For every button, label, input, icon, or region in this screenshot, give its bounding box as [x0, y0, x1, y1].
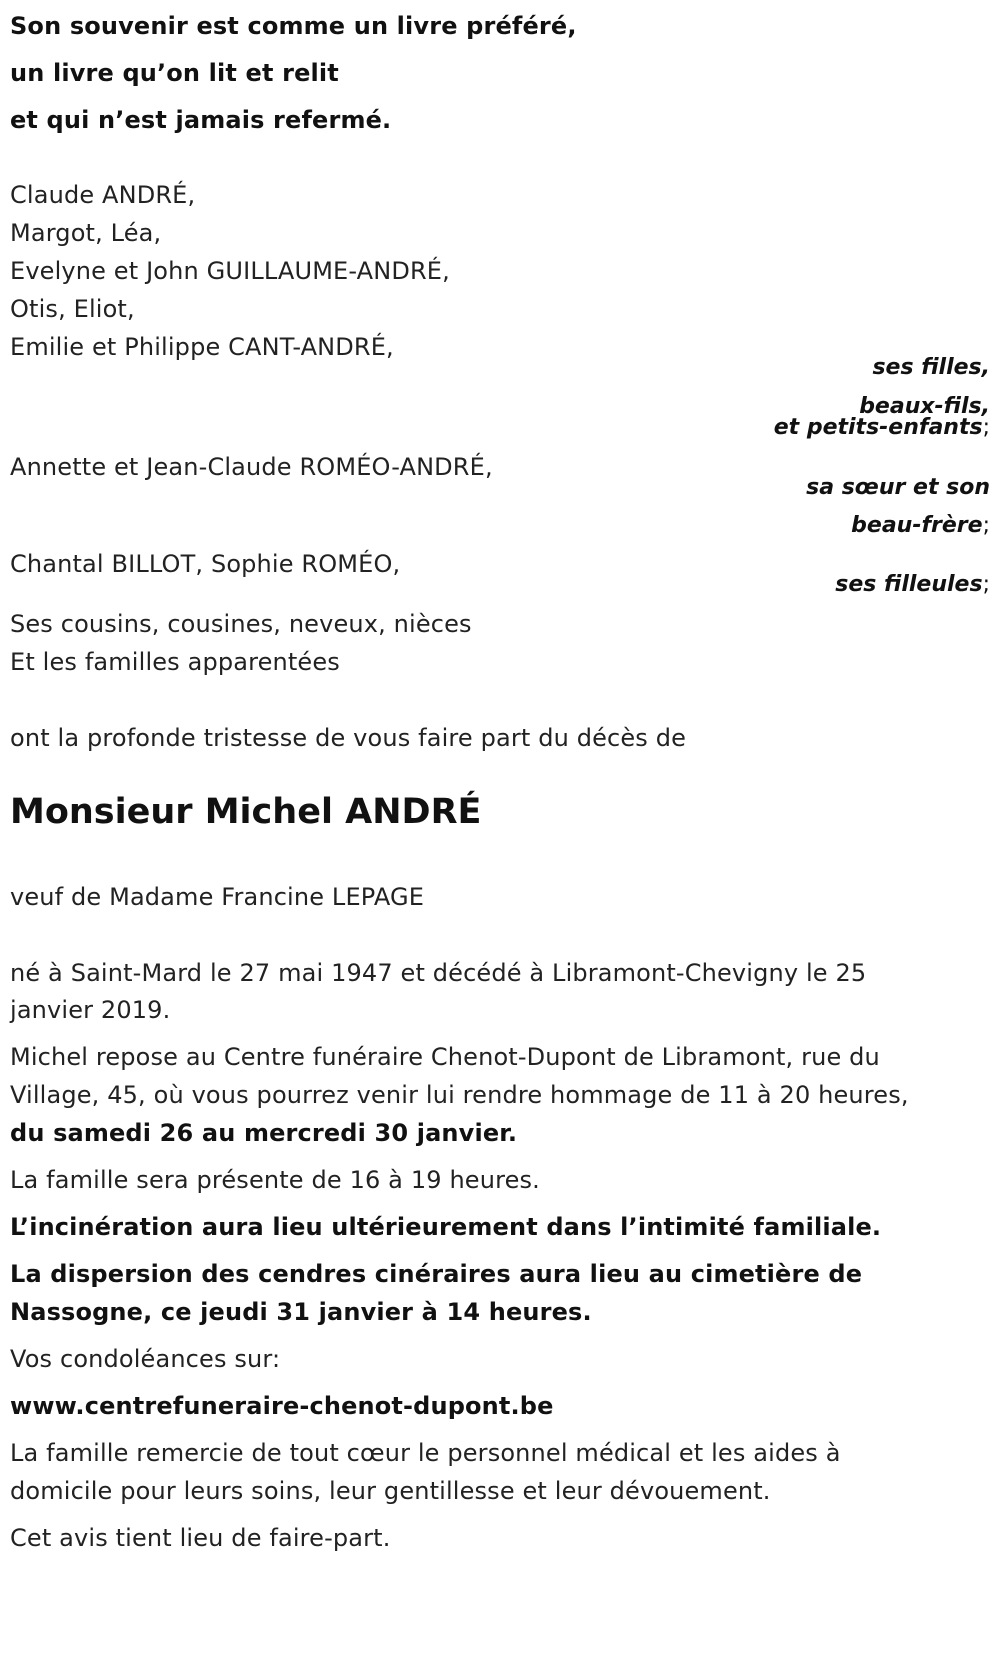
repose-dates: du samedi 26 au mercredi 30 janvier.	[10, 1119, 518, 1147]
spouse-line: veuf de Madame Francine LEPAGE	[10, 883, 425, 911]
cremation-notice: L’incinération aura lieu ultérieurement dans l’intimité familiale.	[10, 1213, 882, 1241]
family-member-line: Chantal BILLOT, Sophie ROMÉO,	[10, 550, 401, 578]
condolences-label: Vos condoléances sur:	[10, 1345, 281, 1373]
birth-death-line: né à Saint-Mard le 27 mai 1947 et décédé à Libramont-Chevigny le 25	[10, 959, 867, 987]
family-presence: La famille sera présente de 16 à 19 heures.	[10, 1166, 540, 1194]
poem-line-2: un livre qu’on lit et relit	[10, 59, 339, 87]
family-member-line: Otis, Eliot,	[10, 295, 135, 323]
relation-sons-in-law: beaux-fils,	[859, 394, 990, 419]
relation-brother-in-law: beau-frère;	[851, 513, 990, 538]
announcement-text: ont la profonde tristesse de vous faire part du décès de	[10, 724, 687, 752]
family-member-line: Evelyne et John GUILLAUME-ANDRÉ,	[10, 257, 450, 285]
family-member-line: Margot, Léa,	[10, 219, 162, 247]
birth-death-line: janvier 2019.	[10, 996, 171, 1024]
poem-line-1: Son souvenir est comme un livre préféré,	[10, 12, 577, 40]
extended-family-line: Et les familles apparentées	[10, 648, 340, 676]
thanks-line: La famille remercie de tout cœur le personnel médical et les aides à	[10, 1439, 841, 1467]
thanks-line: domicile pour leurs soins, leur gentillesse et leur dévouement.	[10, 1477, 771, 1505]
family-member-line: Annette et Jean-Claude ROMÉO-ANDRÉ,	[10, 453, 493, 481]
relation-grandchildren: et petits-enfants;	[773, 415, 990, 440]
relation-goddaughters: ses filleules;	[835, 572, 990, 597]
relation-daughters: ses filles,	[872, 355, 990, 380]
deceased-name: Monsieur Michel ANDRÉ	[10, 792, 482, 832]
dispersion-notice: Nassogne, ce jeudi 31 janvier à 14 heures.	[10, 1298, 592, 1326]
dispersion-notice: La dispersion des cendres cinéraires aura lieu au cimetière de	[10, 1260, 863, 1288]
closing-line: Cet avis tient lieu de faire-part.	[10, 1524, 391, 1552]
repose-line: Michel repose au Centre funéraire Chenot-Dupont de Libramont, rue du	[10, 1043, 880, 1071]
relation-sister: sa sœur et son	[806, 475, 990, 500]
extended-family-line: Ses cousins, cousines, neveux, nièces	[10, 610, 472, 638]
repose-line: Village, 45, où vous pourrez venir lui rendre hommage de 11 à 20 heures,	[10, 1081, 909, 1109]
family-member-line: Claude ANDRÉ,	[10, 181, 196, 209]
condolences-link[interactable]: www.centrefuneraire-chenot-dupont.be	[10, 1392, 554, 1420]
family-member-line: Emilie et Philippe CANT-ANDRÉ,	[10, 333, 394, 361]
poem-line-3: et qui n’est jamais refermé.	[10, 106, 392, 134]
